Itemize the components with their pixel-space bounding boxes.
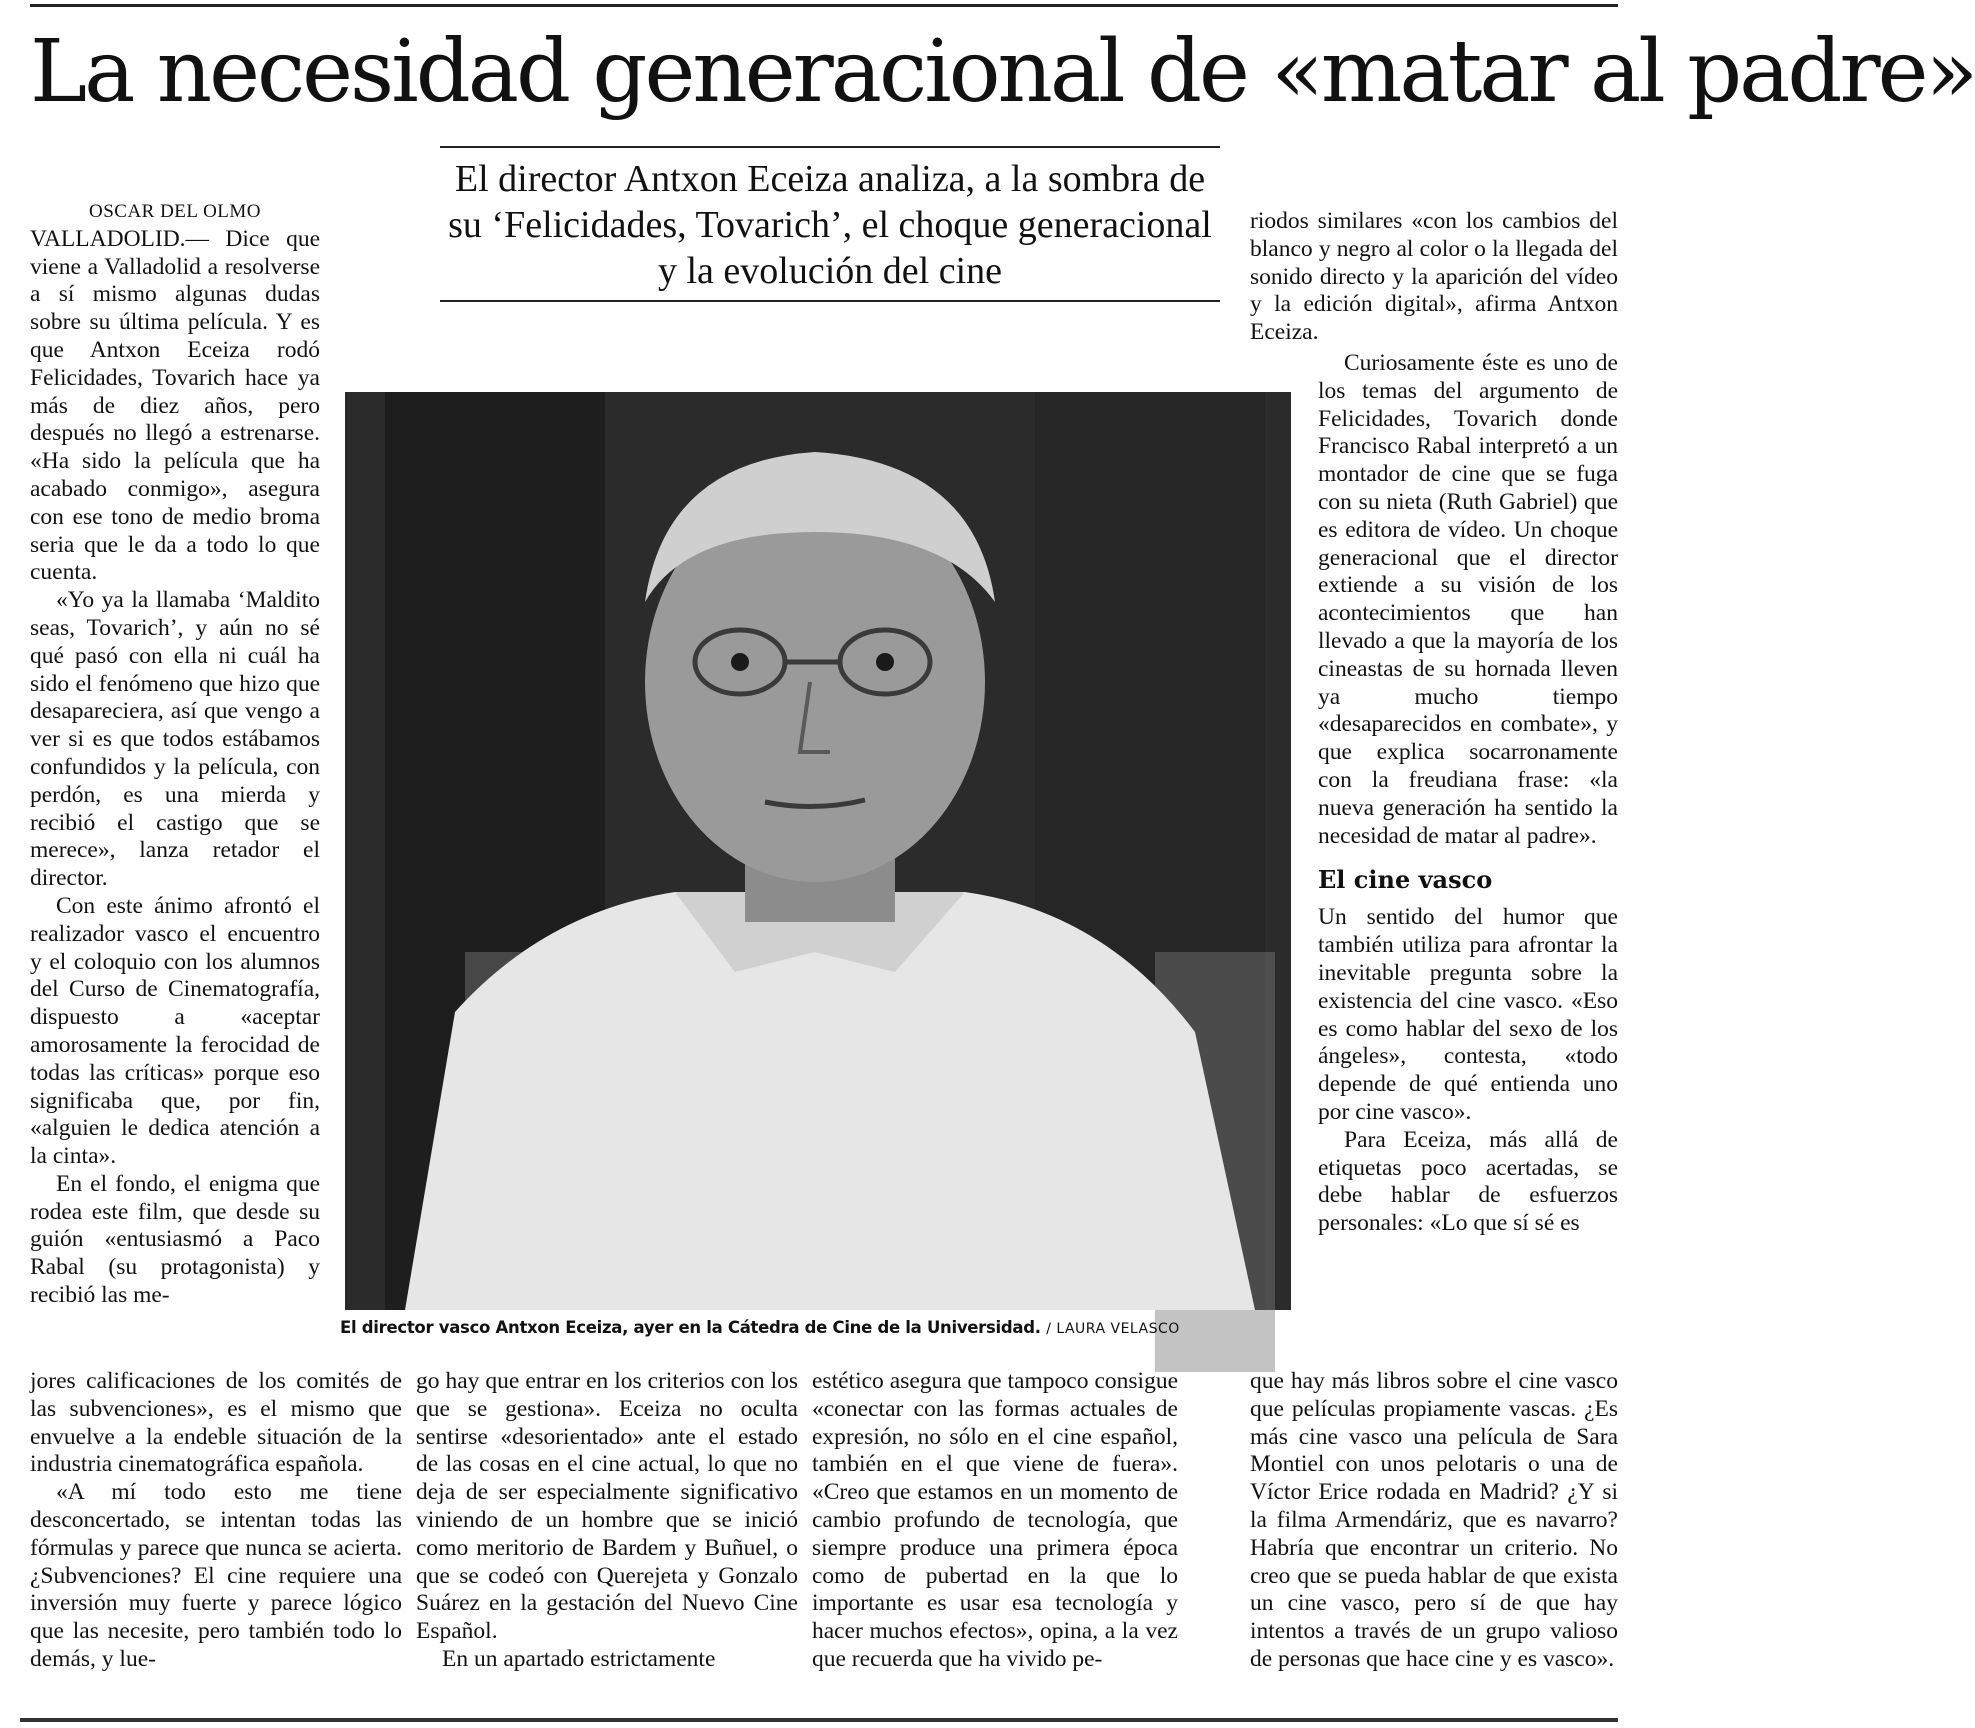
portrait-photo — [345, 392, 1291, 1310]
article-column-2 — [416, 1368, 798, 1704]
paragraph: estético asegura que tampoco consigue «conectar con las formas actuales de expresión, no sólo en el cine español, también en el que viene de fuera». «Creo que estamos en un momento de cambio profundo de tecnología, que siempre produce una primera época como de pubertad en la que lo importante es usar esa tecnología y hacer muchos efectos», opina, a la vez que recuerda que ha vivido pe- — [812, 1368, 1178, 1672]
section-title: El cine vasco — [1318, 865, 1493, 895]
subhead-bottom-rule — [440, 300, 1220, 302]
paragraph: go hay que entrar en los criterios con los que se gestiona». Eceiza no oculta sentirse «desorientado» ante el estado de las cosas en el cine actual, lo que no deja de ser especialmente significativo viniendo de un hombre que se inició como meritorio de Bardem y Buñuel, o que se codeó con Querejeta y Gonzalo Suárez en la gestación del Nuevo Cine Español. — [416, 1368, 798, 1645]
article-column-4-bottom — [1250, 1368, 1618, 1704]
paragraph: Con este ánimo afrontó el realizador vasco el encuentro y el coloquio con los alumnos del Curso de Cinematografía, dispuesto a «aceptar amorosamente la ferocidad de todas las críticas» porque eso significaba que, por fin, «alguien le dedica atención a la cinta». — [30, 892, 320, 1170]
portrait-illustration — [345, 392, 1291, 1310]
caption-text: El director vasco Antxon Eceiza, ayer en la Cátedra de Cine de la Universidad. — [340, 1318, 1041, 1337]
photo-caption — [340, 1318, 1300, 1337]
paragraph: Un sentido del humor que también utiliza para afrontar la inevitable pregunta sobre la existencia del cine vasco. «Eso es como hablar del sexo de los ángeles», contesta, «todo depende de qué entienda uno por cine vasco». — [1318, 904, 1618, 1125]
article-column-4-top — [1250, 208, 1618, 348]
headline: La necesidad generacional de «matar al padre» — [30, 22, 1975, 122]
paragraph: «A mí todo esto me tiene desconcertado, se intentan todas las fórmulas y parece que nunca se acierta. ¿Subvenciones? El cine requiere una inversión muy fuerte y parece lógico que las necesite, pero también todo lo demás, y lue- — [30, 1479, 402, 1672]
paragraph: En el fondo, el enigma que rodea este film, que desde su guión «entusiasmó a Paco Rabal (su protagonista) y recibió las me- — [30, 1170, 320, 1309]
article-column-3 — [812, 1368, 1178, 1704]
bottom-rule — [20, 1718, 1618, 1722]
subhead-top-rule — [440, 146, 1220, 148]
paragraph: En un apartado estrictamente — [442, 1645, 716, 1672]
subheadline: El director Antxon Eceiza analiza, a la sombra de su ‘Felicidades, Tovarich’, el choque generacional y la evolución del cine — [448, 158, 1212, 292]
paragraph: que hay más libros sobre el cine vasco que películas propiamente vascas. ¿Es más cine vasco una película de Sara Montiel con unos pelotaris o una de Víctor Erice rodada en Madrid? ¿Y si la filma Armendáriz, que es navarro? Habría que encontrar un criterio. No creo que se pueda hablar de que exista un cine vasco, pero sí de que hay intentos a través de un grupo valioso de personas que hace cine y es vasco». — [1250, 1368, 1618, 1672]
paragraph: Para Eceiza, más allá de etiquetas poco acertadas, se debe hablar de esfuerzos personales: «Lo que sí sé es — [1318, 1126, 1618, 1237]
article-column-1-continued — [30, 1368, 402, 1704]
paragraph: «Yo ya la llamaba ‘Maldito seas, Tovarich’, y aún no sé qué pasó con ella ni cuál ha sido el fenómeno que hizo que desapareciera, así que vengo a ver si es que todos estábamos confundidos y la película, con perdón, es una mierda y recibió el castigo que se merece», lanza retador el director. — [30, 587, 320, 892]
paragraph: jores calificaciones de los comités de las subvenciones», es el mismo que envuelve a la endeble situación de la industria cinematográfica española. — [30, 1368, 402, 1478]
top-rule — [30, 4, 1618, 7]
paragraph: VALLADOLID.— Dice que viene a Valladolid a resolverse a sí mismo algunas dudas sobre su última película. Y es que Antxon Eceiza rodó Felicidades, Tovarich hace ya más de diez años, pero después no llegó a estrenarse. «Ha sido la película que ha acabado conmigo», asegura con ese tono de medio broma seria que le da a todo lo que cuenta. — [30, 225, 320, 586]
paragraph: Curiosamente éste es uno de los temas del argumento de Felicidades, Tovarich donde Francisco Rabal interpretó a un montador de cine que se fuga con su nieta (Ruth Gabriel) que es editora de vídeo. Un choque generacional que el director extiende a su visión de los acontecimientos que han llevado a que la mayoría de los cineastas de su hornada lleven ya mucho tiempo «desaparecidos en combate», y que explica socarronamente con la freudiana frase: «la nueva generación ha sentido la necesidad de matar al padre». — [1318, 350, 1618, 849]
byline: OSCAR DEL OLMO — [88, 201, 262, 222]
article-column-4 — [1318, 350, 1618, 1350]
photo-credit: / LAURA VELASCO — [1046, 1321, 1180, 1337]
article-column-1 — [30, 198, 320, 1320]
paragraph: riodos similares «con los cambios del blanco y negro al color o la llegada del sonido directo y la aparición del vídeo y la edición digital», afirma Antxon Eceiza. — [1250, 208, 1618, 346]
